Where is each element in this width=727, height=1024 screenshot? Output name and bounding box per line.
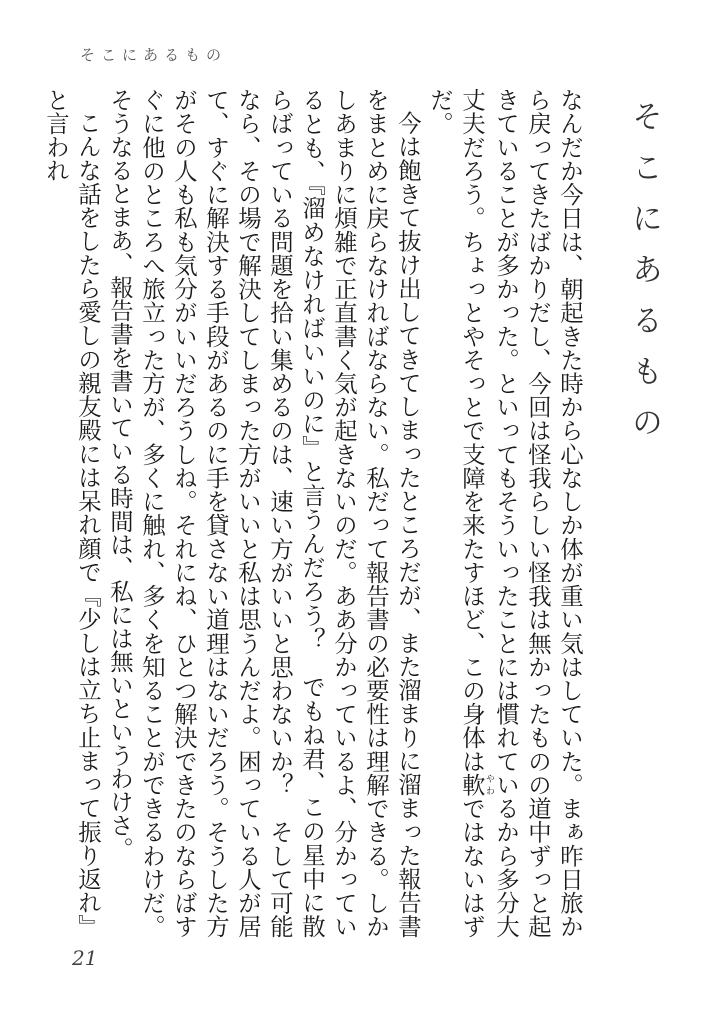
ruby-yawa — [458, 772, 494, 797]
ruby-base: 軟 — [458, 772, 486, 797]
paragraph-2: 今は飽きて抜け出してきてしまったところだが、また溜まりに溜まった報告書をまとめに戻らなければならない。私だって報告書の必要性は理解できる。しかしあまりに煩雑で正直書く気が起きないのだ。ああ分かっているよ、分かっているとも、『溜めなければいいのに』と言うんだろう？ でもね君、この星中に散らばっている問題を拾い集めるのは、速い方がいいと思わないか？ そして可能なら、その場で解決してしまった方がいいと私は思うんだよ。困っている人が居て、すぐに解決する手段があるのに手を貸さない道理はないだろう。そうした方がその人も私も気分がいいだろうしね。それにね、ひとつ解決できたのならばすぐに他のところへ旅立った方が、多くに触れ、多くを知ることができるわけだ。そうなるとまあ、報告書を書いている時間は、私には無いというわけさ。 — [106, 88, 422, 938]
paragraph-1-tail: ではないはずだ。 — [426, 88, 486, 938]
paragraph-1-text: なんだか今日は、朝起きた時から心なしか体が重い気はしていた。まぁ昨日旅から戻ってきたばかりだし、今回は怪我らしい怪我は無かったものの道中ずっと起きていることが多かった。といってもそういったことには慣れているから多分大丈夫だろう。ちょっとやそっとで支障を来たすほど、この身体は — [458, 88, 584, 938]
chapter-title: そこにあるもの — [626, 100, 662, 457]
running-head: そこにあるもの — [80, 46, 228, 64]
ruby-reading: やわ — [484, 772, 494, 797]
paragraph-3: こんな話をしたら愛しの親友殿には呆れ顔で『少しは立ち止まって振り返れ』と言われ — [42, 88, 102, 938]
paragraph-1 — [424, 88, 586, 938]
body-text — [42, 88, 667, 938]
page-number: 21 — [72, 946, 98, 970]
